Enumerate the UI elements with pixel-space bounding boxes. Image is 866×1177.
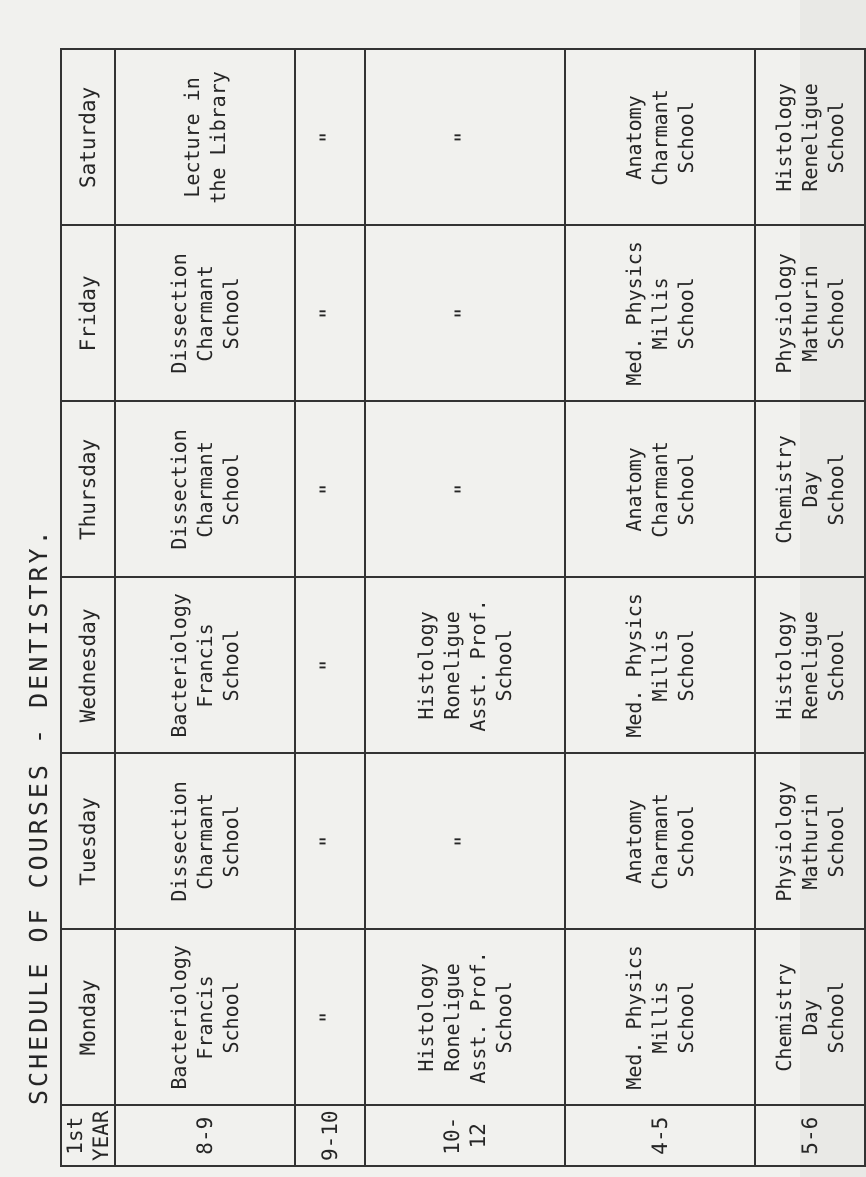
schedule-row bbox=[295, 49, 365, 1166]
cell-text-line: Day bbox=[798, 999, 822, 1036]
cell-text-line: Francis bbox=[193, 975, 217, 1060]
cell-text-line: Reneligue bbox=[798, 611, 822, 720]
cell-text-line: Histology bbox=[772, 611, 796, 720]
day-header: Thursday bbox=[61, 401, 115, 577]
time-cell: 5-6 bbox=[755, 1105, 865, 1166]
class-cell bbox=[755, 401, 865, 577]
cell-text-line: School bbox=[674, 277, 698, 350]
cell-text-line: Bacteriology bbox=[167, 945, 191, 1090]
cell-text-line: Roneligue bbox=[440, 963, 464, 1072]
cell-text-line: Med. Physics bbox=[622, 241, 646, 386]
cell-text-line: Med. Physics bbox=[622, 945, 646, 1090]
class-cell bbox=[365, 577, 565, 753]
class-cell bbox=[755, 929, 865, 1105]
time-cell: 10-12 bbox=[365, 1105, 565, 1166]
cell-text-line: Charmant bbox=[193, 793, 217, 890]
ditto-mark: " bbox=[317, 482, 342, 497]
cell-text-line: School bbox=[492, 981, 516, 1054]
class-cell bbox=[365, 401, 565, 577]
cell-text-line: School bbox=[219, 805, 243, 878]
cell-text-line: Mathurin bbox=[798, 265, 822, 362]
class-cell bbox=[565, 577, 755, 753]
cell-text-line: Chemistry bbox=[772, 435, 796, 544]
class-cell bbox=[365, 753, 565, 929]
time-cell: 9-10 bbox=[295, 1105, 365, 1166]
cell-text-line: Reneligue bbox=[798, 83, 822, 192]
class-cell bbox=[565, 753, 755, 929]
cell-text-line: Charmant bbox=[193, 441, 217, 538]
year-label: 1st YEAR bbox=[63, 1110, 113, 1161]
ditto-mark: " bbox=[452, 834, 477, 849]
cell-text-line: School bbox=[219, 277, 243, 350]
class-cell bbox=[295, 401, 365, 577]
cell-text-line: Lecture in bbox=[180, 77, 204, 198]
cell-text-line: School bbox=[219, 629, 243, 702]
cell-text-line: School bbox=[824, 629, 848, 702]
time-cell: 4-5 bbox=[565, 1105, 755, 1166]
schedule-row bbox=[115, 49, 295, 1166]
class-cell bbox=[115, 225, 295, 401]
class-cell bbox=[115, 753, 295, 929]
class-cell bbox=[755, 577, 865, 753]
cell-text-line: the Library bbox=[206, 71, 230, 204]
cell-text-line: Asst. Prof. bbox=[466, 951, 490, 1084]
cell-text-line: Dissection bbox=[167, 781, 191, 902]
cell-text-line: Millis bbox=[648, 981, 672, 1054]
cell-text-line: Charmant bbox=[193, 265, 217, 362]
cell-text-line: School bbox=[492, 629, 516, 702]
cell-text-line: School bbox=[674, 981, 698, 1054]
cell-text-line: Dissection bbox=[167, 429, 191, 550]
class-cell bbox=[565, 401, 755, 577]
cell-text-line: School bbox=[674, 453, 698, 526]
cell-text-line: Charmant bbox=[648, 89, 672, 186]
cell-text-line: School bbox=[219, 981, 243, 1054]
cell-text-line: School bbox=[674, 805, 698, 878]
ditto-mark: " bbox=[317, 306, 342, 321]
cell-text-line: Med. Physics bbox=[622, 593, 646, 738]
cell-text-line: School bbox=[674, 101, 698, 174]
class-cell bbox=[365, 49, 565, 225]
class-cell bbox=[295, 753, 365, 929]
class-cell bbox=[115, 577, 295, 753]
class-cell bbox=[755, 225, 865, 401]
day-header: Wednesday bbox=[61, 577, 115, 753]
day-header: Friday bbox=[61, 225, 115, 401]
class-cell bbox=[115, 929, 295, 1105]
ditto-mark: " bbox=[452, 130, 477, 145]
ditto-mark: " bbox=[452, 306, 477, 321]
class-cell bbox=[565, 49, 755, 225]
cell-text-line: Millis bbox=[648, 629, 672, 702]
cell-text-line: Chemistry bbox=[772, 963, 796, 1072]
cell-text-line: Histology bbox=[772, 83, 796, 192]
title-band bbox=[14, 0, 74, 1177]
cell-text-line: Charmant bbox=[648, 793, 672, 890]
class-cell bbox=[295, 577, 365, 753]
day-header: Tuesday bbox=[61, 753, 115, 929]
cell-text-line: School bbox=[824, 277, 848, 350]
cell-text-line: School bbox=[824, 453, 848, 526]
cell-text-line: School bbox=[824, 981, 848, 1054]
ditto-mark: " bbox=[317, 658, 342, 673]
cell-text-line: Histology bbox=[414, 963, 438, 1072]
day-header: Monday bbox=[61, 929, 115, 1105]
ditto-mark: " bbox=[452, 482, 477, 497]
class-cell bbox=[115, 401, 295, 577]
ditto-mark: " bbox=[317, 1010, 342, 1025]
cell-text-line: Anatomy bbox=[622, 799, 646, 884]
cell-text-line: Histology bbox=[414, 611, 438, 720]
cell-text-line: Day bbox=[798, 471, 822, 508]
cell-text-line: Mathurin bbox=[798, 793, 822, 890]
class-cell bbox=[365, 225, 565, 401]
class-cell bbox=[755, 753, 865, 929]
class-cell bbox=[295, 49, 365, 225]
class-cell bbox=[115, 49, 295, 225]
cell-text-line: School bbox=[824, 805, 848, 878]
schedule-row bbox=[365, 49, 565, 1166]
class-cell bbox=[295, 225, 365, 401]
class-cell bbox=[755, 49, 865, 225]
cell-text-line: School bbox=[219, 453, 243, 526]
ditto-mark: " bbox=[317, 130, 342, 145]
class-cell bbox=[365, 929, 565, 1105]
ditto-mark: " bbox=[317, 834, 342, 849]
cell-text-line: Physiology bbox=[772, 781, 796, 902]
class-cell bbox=[295, 929, 365, 1105]
schedule-row bbox=[565, 49, 755, 1166]
cell-text-line: Millis bbox=[648, 277, 672, 350]
time-cell: 8-9 bbox=[115, 1105, 295, 1166]
cell-text-line: Asst. Prof. bbox=[466, 599, 490, 732]
cell-text-line: Physiology bbox=[772, 253, 796, 374]
cell-text-line: School bbox=[674, 629, 698, 702]
cell-text-line: Francis bbox=[193, 623, 217, 708]
class-cell bbox=[565, 225, 755, 401]
schedule-table bbox=[60, 48, 866, 1167]
cell-text-line: Anatomy bbox=[622, 447, 646, 532]
cell-text-line: Charmant bbox=[648, 441, 672, 538]
cell-text-line: Anatomy bbox=[622, 95, 646, 180]
schedule-row bbox=[755, 49, 865, 1166]
cell-text-line: School bbox=[824, 101, 848, 174]
cell-text-line: Bacteriology bbox=[167, 593, 191, 738]
page-title: SCHEDULE OF COURSES - DENTISTRY. bbox=[24, 527, 53, 1105]
day-header: Saturday bbox=[61, 49, 115, 225]
class-cell bbox=[565, 929, 755, 1105]
cell-text-line: Dissection bbox=[167, 253, 191, 374]
cell-text-line: Roneligue bbox=[440, 611, 464, 720]
